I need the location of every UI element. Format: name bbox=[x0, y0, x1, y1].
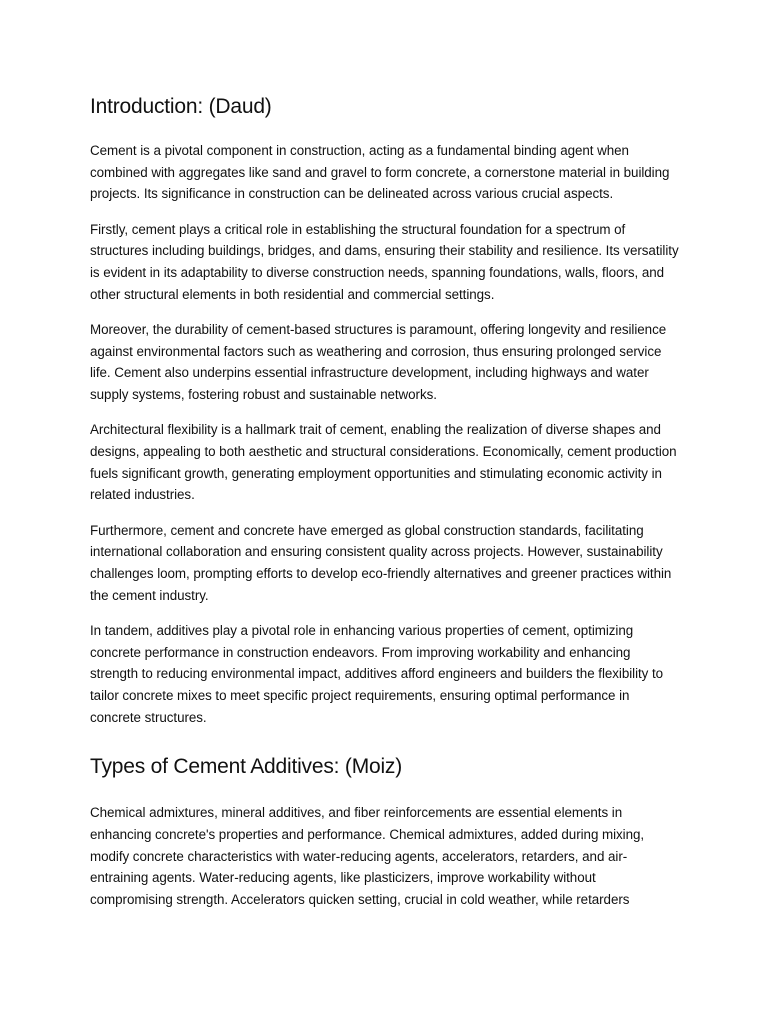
document-page bbox=[90, 92, 680, 924]
paragraph: Chemical admixtures, mineral additives, and fiber reinforcements are essential elements in enhancing concrete's properties and performance. Chemical admixtures, added during mixing, modify concrete characteristics with water-reducing agents, accelerators, retarders, and air-entraining agents. Water-reducing agents, like plasticizers, improve workability without compromising strength. Accelerators quicken setting, crucial in cold weather, while retarders bbox=[90, 805, 645, 908]
paragraph: Firstly, cement plays a critical role in establishing the structural foundation for a spectrum of structures including buildings, bridges, and dams, ensuring their stability and resilience. Its versatility is evident in its adaptability to diverse construction needs, spanning foundations, walls, floors, and other structural elements in both residential and commercial settings. bbox=[90, 221, 679, 302]
paragraph: Cement is a pivotal component in construction, acting as a fundamental binding agent when combined with aggregates like sand and gravel to form concrete, a cornerstone material in building projects. Its significance in construction can be delineated across various crucial aspects. bbox=[90, 143, 670, 202]
section-heading-types-of-cement-additives: Types of Cement Additives: (Moiz) bbox=[90, 755, 403, 779]
section-heading-introduction: Introduction: (Daud) bbox=[90, 95, 272, 118]
paragraph: Architectural flexibility is a hallmark trait of cement, enabling the realization of diverse shapes and designs, appealing to both aesthetic and structural considerations. Economically, cement production fuels significant growth, generating employment opportunities and stimulating economic activity in related industries. bbox=[90, 422, 677, 503]
paragraph: In tandem, additives play a pivotal role in enhancing various properties of cement, optimizing concrete performance in construction endeavors. From improving workability and enhancing strength to reducing environmental impact, additives afford engineers and builders the flexibility to tailor concrete mixes to meet specific project requirements, ensuring optimal performance in concrete structures. bbox=[90, 622, 664, 725]
paragraph: Furthermore, cement and concrete have emerged as global construction standards, facilitating international collaboration and ensuring consistent quality across projects. However, sustainability challenges loom, prompting efforts to develop eco-friendly alternatives and greener practices within the cement industry. bbox=[90, 522, 672, 603]
paragraph: Moreover, the durability of cement-based structures is paramount, offering longevity and resilience against environmental factors such as weathering and corrosion, thus ensuring prolonged service life. Cement also underpins essential infrastructure development, including highways and water supply systems, fostering robust and sustainable networks. bbox=[90, 321, 667, 403]
